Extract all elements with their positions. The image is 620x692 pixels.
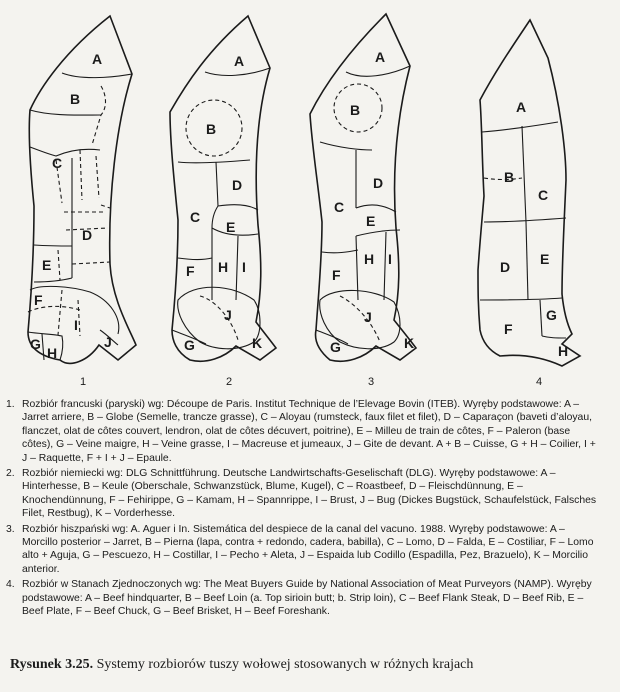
diagram-1-label-A: A [92, 51, 103, 67]
diagram-3-label-H: H [364, 251, 375, 267]
caption-text: Systemy rozbiorów tuszy wołowej stosowanych w różnych krajach [93, 657, 474, 672]
caption-label: Rysunek 3.25. [10, 657, 94, 672]
note-1 [6, 398, 602, 465]
note-number: 3. [6, 523, 15, 535]
diagram-2-label-F: F [186, 263, 195, 279]
diagram-4-number: 4 [536, 376, 543, 388]
diagram-2-label-B: B [206, 121, 217, 137]
diagram-3-label-C: C [334, 199, 345, 215]
diagram-4-label-D: D [500, 259, 511, 275]
diagram-4-label-G: G [546, 307, 557, 323]
diagram-4-label-E: E [540, 251, 550, 267]
note-3 [6, 523, 602, 577]
diagram-3-number: 3 [368, 376, 375, 388]
diagram-2-number: 2 [226, 376, 233, 388]
diagram-1-label-F: F [34, 292, 43, 308]
diagram-3-label-E: E [366, 213, 376, 229]
note-number: 1. [6, 399, 15, 410]
diagram-2-label-A: A [234, 53, 245, 69]
diagram-1-label-H: H [47, 345, 58, 361]
figure-caption [10, 657, 473, 673]
diagram-4 [478, 20, 580, 366]
diagram-4-label-B: B [504, 169, 515, 185]
diagram-2-label-J: J [224, 307, 232, 323]
diagram-4-label-H: H [558, 343, 569, 359]
diagram-4-label-F: F [504, 321, 513, 337]
diagram-1-label-B: B [70, 91, 81, 107]
diagram-3 [310, 14, 416, 361]
diagram-1-label-I: I [74, 317, 78, 333]
diagram-1-label-J: J [104, 334, 112, 350]
note-text: Rozbiór w Stanach Zjednoczonych wg: The Meat Buyers Guide by National Association of Meat Purveyors (NAMP). Wyręby podstawowe: A – Beef hindquarter, B – Beef Loin (a. Top sirioin butt; b. Strip loin), C – Beef Flank Steak, D – Beef Rib, E – Beef Plate, F – Beef Chuck, G – Beef Brisket, H – Beef Foreshank. [22, 579, 592, 618]
diagram-3-label-I: I [388, 251, 392, 267]
note-text: Rozbiór niemiecki wg: DLG Schnittführung. Deutsche Landwirtschafts-Geselischaft (DLG). Wyręby podstawowe: A – Hinterhesse, B – Keule (Oberschale, Schwanzstück, Blume, Kugel), C – Roastbeef, D – Fleischdünnung, E – Knochendünnung, F – Fehirippe, G – Kamam, H – Spannrippe, I – Brust, J – Bug (Dickes Bugstück, Schaufelstück, Falsches Filet, Restbug), K – Vorderhesse. [22, 468, 597, 520]
diagram-1-number: 1 [80, 376, 87, 388]
diagram-3-label-K: K [404, 335, 415, 351]
diagram-2-label-G: G [184, 337, 195, 353]
diagram-2-label-I: I [242, 259, 246, 275]
diagram-2-label-H: H [218, 259, 229, 275]
note-text: Rozbiór hiszpański wg: A. Aguer i In. Sistemática del despiece de la canal del vacuno. 1988. Wyręby podstawowe: A – Morcillo posterior – Jarret, B – Pierna (lapa, contra + redondo, cadera, babilla), C – Lomo, D – Falda, E – Costiliar, F – Lomo alto + Aguja, G – Pescuezo, H – Costillar, I – Pecho + Aleta, J – Espaida lub Codillo (Espadilla, Pez, Brazuelo), K – Morcilio anterior. [22, 523, 594, 575]
diagram-1 [28, 16, 136, 363]
diagram-3-label-D: D [373, 175, 384, 191]
diagram-2-label-D: D [232, 177, 243, 193]
diagram-1-label-G: G [30, 336, 41, 352]
note-4 [6, 578, 602, 618]
diagram-1-label-C: C [52, 155, 63, 171]
diagram-3-label-J: J [364, 309, 372, 325]
diagram-4-label-C: C [538, 187, 549, 203]
diagram-1-label-E: E [42, 257, 52, 273]
diagram-3-label-A: A [375, 49, 386, 65]
diagram-2-label-K: K [252, 335, 263, 351]
diagram-1-label-D: D [82, 227, 93, 243]
diagram-3-label-G: G [330, 339, 341, 355]
diagram-2-label-E: E [226, 219, 236, 235]
note-2 [6, 467, 602, 521]
note-number: 2. [6, 468, 15, 480]
note-text: Rozbiór francuski (paryski) wg: Découpe de Paris. Institut Technique de l’Elevage Bovin (ITEB). Wyręby podstawowe: A – Jarret arriere, B – Globe (Semelle, trancze grasse), C – Aloyau (rumsteck, faux filet et filet), D – Caparaçon (baveti d’aloyau, flanczet, olat de côtes couvert, lendron, olat de côtes décuvert, poitrine), E – Milleu de train de côtes, F – Paleron (base côtes), G – Veine maigre, H – Veine grasse, I – Macreuse et jumeaux, J – Gite de devant. A + B – Cuisse, G + H – Coilier, I + J – Raquette, F + I + J – Epaule. [22, 399, 596, 464]
diagram-4-label-A: A [516, 99, 527, 115]
diagram-2 [170, 16, 276, 361]
diagram-3-label-F: F [332, 267, 341, 283]
notes-list [6, 398, 602, 621]
note-number: 4. [6, 579, 15, 591]
diagram-2-label-C: C [190, 209, 201, 225]
diagram-3-label-B: B [350, 102, 361, 118]
